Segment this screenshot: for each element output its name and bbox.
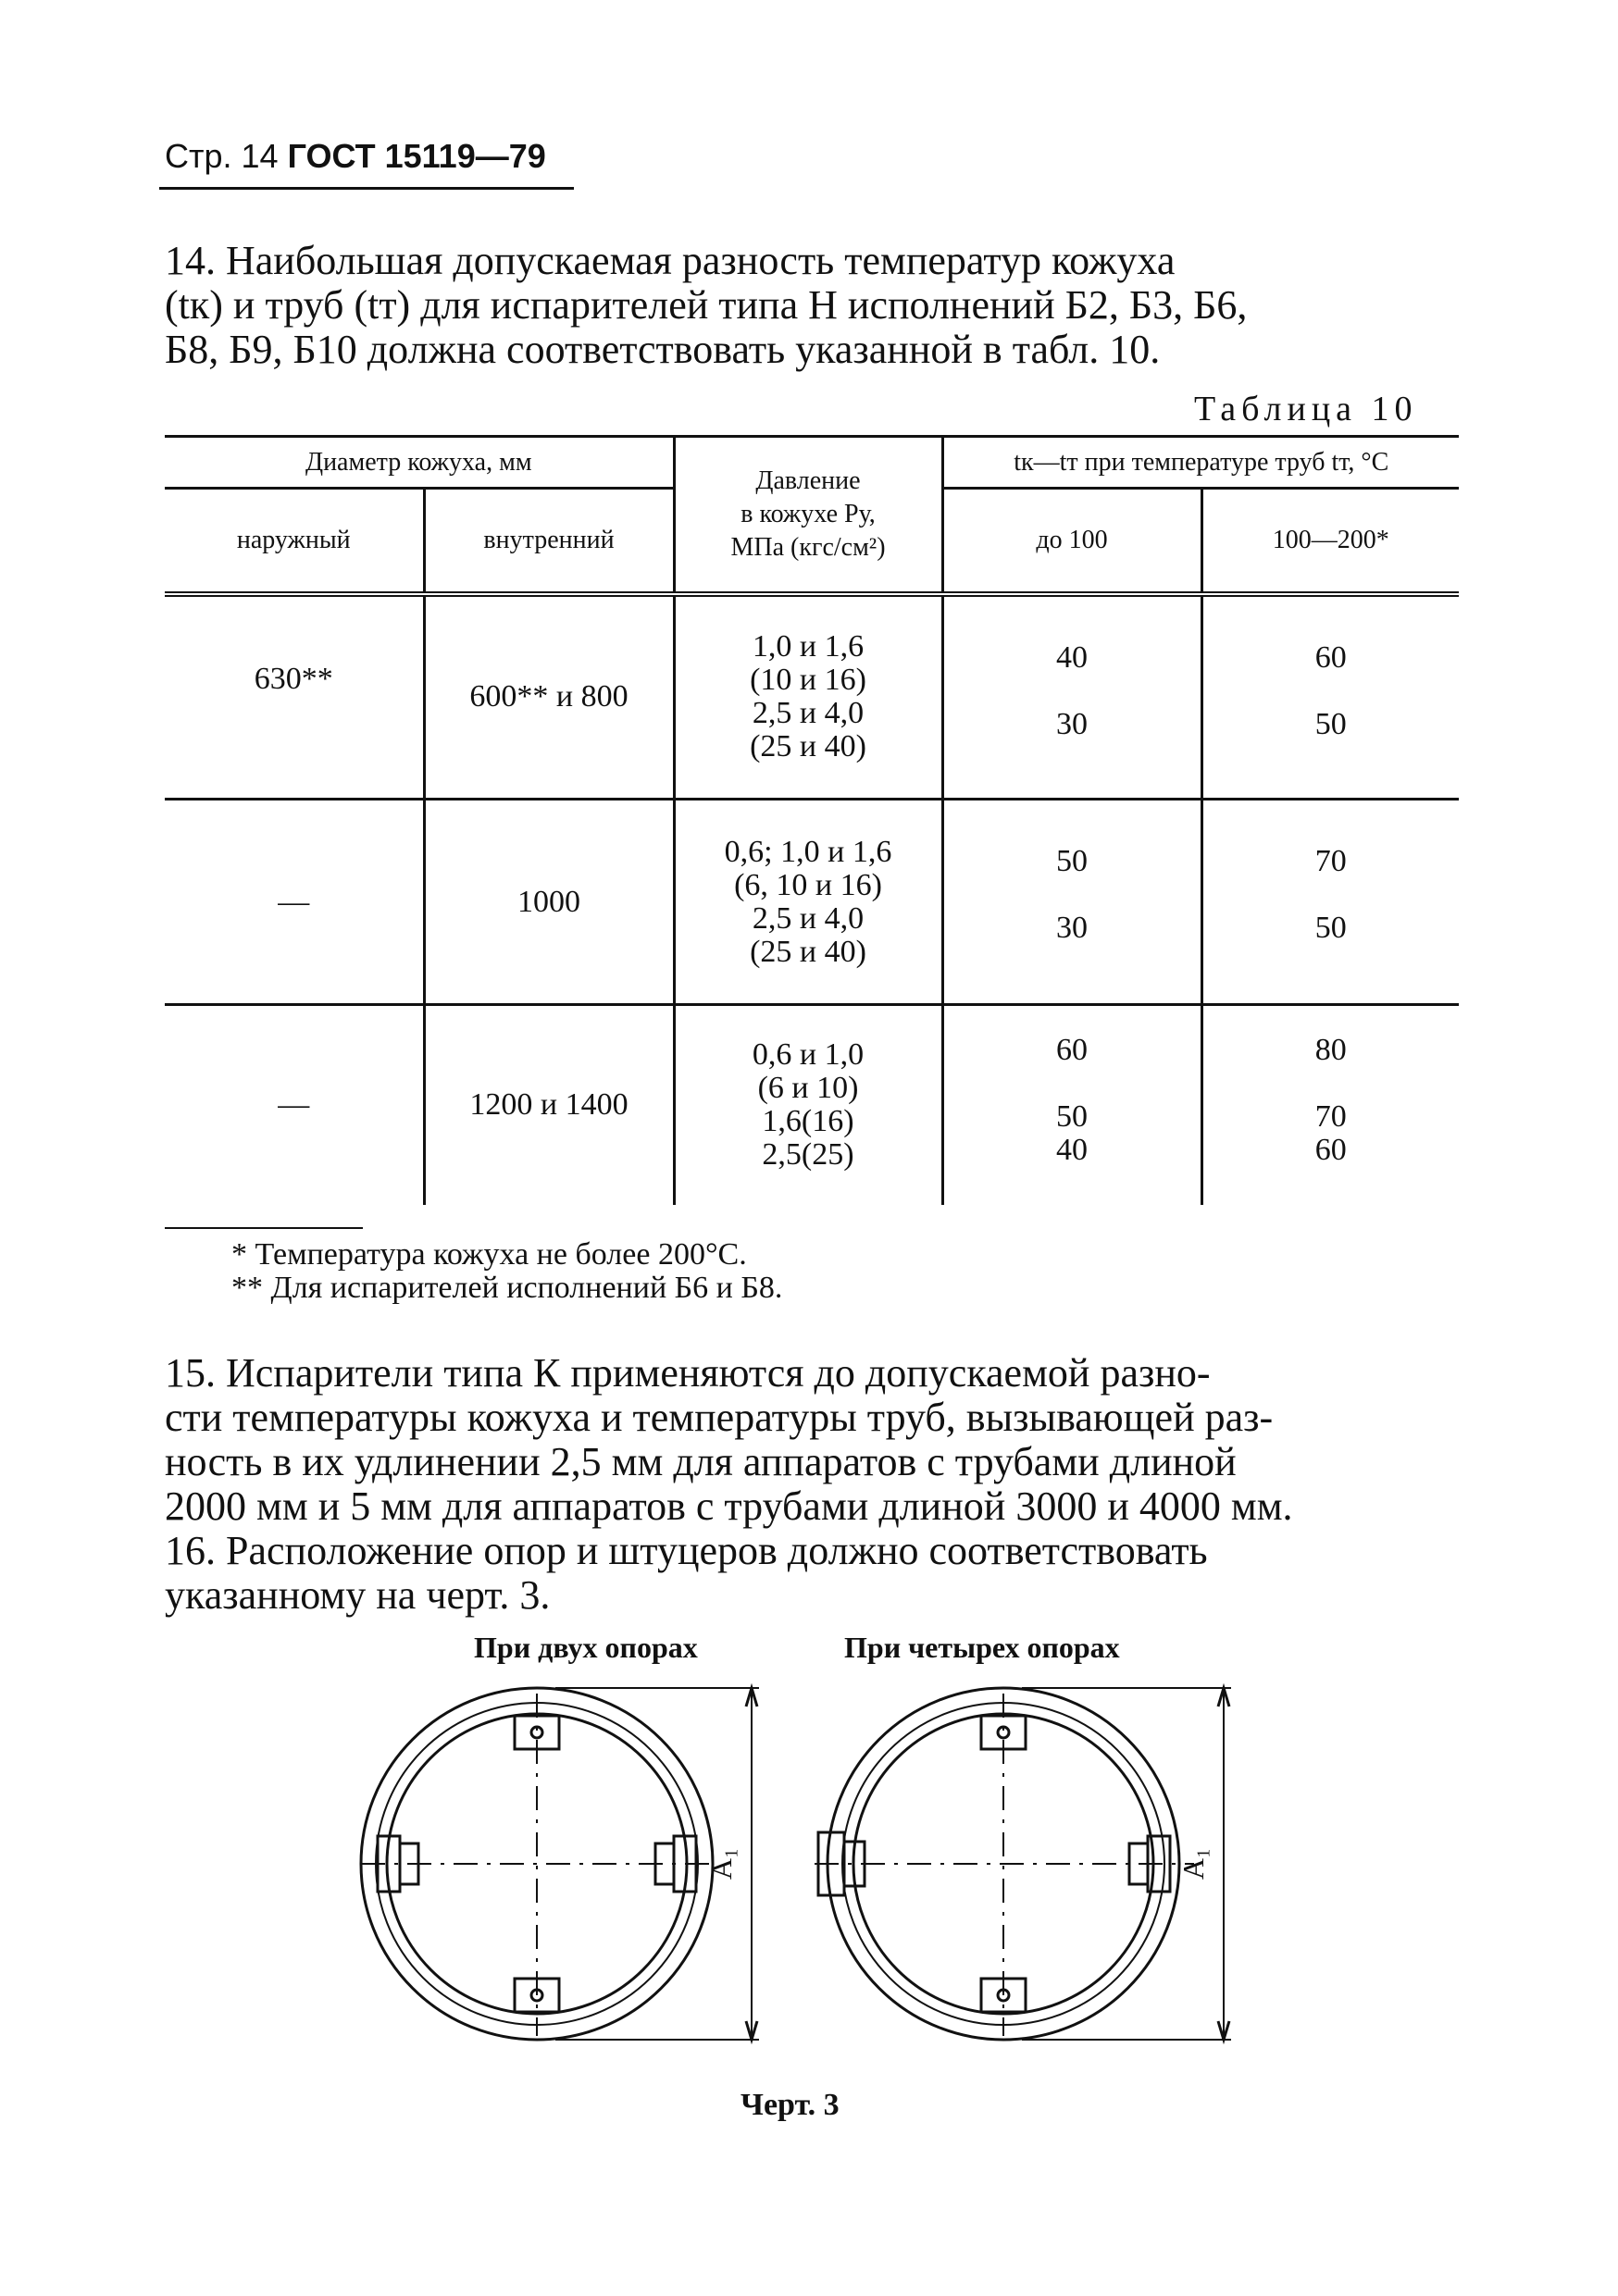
pressure-line: (25 и 40) xyxy=(750,729,866,764)
value: 60 xyxy=(1314,1133,1347,1167)
pressure-line: 1,6(16) xyxy=(762,1104,854,1139)
pressure-line: 2,5 и 4,0 xyxy=(752,900,865,936)
value: 40 xyxy=(1056,1133,1088,1167)
figure-left-title: При двух опорах xyxy=(474,1631,698,1664)
value: 70 xyxy=(1314,1099,1347,1134)
standard-number: ГОСТ 15119—79 xyxy=(287,137,546,175)
value: 60 xyxy=(1056,1033,1088,1067)
pressure-line: (6, 10 и 16) xyxy=(734,867,882,902)
footnote: * Температура кожуха не более 200°С. xyxy=(231,1237,747,1272)
figure-caption: Черт. 3 xyxy=(741,2088,840,2122)
value: 70 xyxy=(1314,844,1347,878)
header-pressure-line: в кожухе Pу, xyxy=(741,499,876,528)
value: 80 xyxy=(1314,1033,1347,1067)
header-temp-1: до 100 xyxy=(942,489,1201,594)
footnote: ** Для испарителей исполнений Б6 и Б8. xyxy=(231,1271,783,1305)
cell-outer: 630** xyxy=(165,594,424,800)
cell-inner: 1000 xyxy=(424,800,674,1005)
dimension-label-right: A₁ xyxy=(1176,1847,1210,1880)
value: 60 xyxy=(1314,639,1347,675)
pressure-line: 2,5 и 4,0 xyxy=(752,696,865,731)
dimension-label-left: A₁ xyxy=(704,1847,738,1880)
figure-right-title: При четырех опорах xyxy=(844,1631,1120,1664)
value: 50 xyxy=(1056,1099,1088,1134)
paragraph-line: 14. Наибольшая допускаемая разность температур кожуха xyxy=(165,238,1176,283)
pressure-line: 1,0 и 1,6 xyxy=(752,629,865,664)
header-pressure-line: МПа (кгс/см²) xyxy=(730,532,886,562)
pressure-line: (10 и 16) xyxy=(750,663,866,698)
value: 40 xyxy=(1056,639,1088,675)
value: 50 xyxy=(1056,844,1088,878)
cell-inner: 600** и 800 xyxy=(424,594,674,800)
two-supports-diagram xyxy=(361,1688,759,2040)
pressure-line: 2,5(25) xyxy=(762,1137,854,1173)
paragraph-line: 16. Расположение опор и штуцеров должно соответствовать xyxy=(165,1528,1208,1573)
paragraph-line: указанному на черт. 3. xyxy=(165,1572,551,1618)
paragraph-line: 15. Испарители типа К применяются до допускаемой разно- xyxy=(165,1350,1211,1396)
four-supports-diagram xyxy=(815,1688,1231,2040)
header-diameter: Диаметр кожуха, мм xyxy=(165,437,674,489)
header-temp-diff: tк—tт при температуре труб tт, °С xyxy=(942,437,1459,489)
value: 30 xyxy=(1056,706,1088,741)
header-pressure-line: Давление xyxy=(755,465,861,495)
header-outer: наружный xyxy=(165,489,424,594)
value: 30 xyxy=(1056,911,1088,945)
cell-outer: — xyxy=(278,1087,310,1123)
table-caption: Таблица 10 xyxy=(1194,390,1418,428)
value: 50 xyxy=(1314,911,1347,945)
pressure-line: (25 и 40) xyxy=(750,934,866,969)
pressure-line: 0,6 и 1,0 xyxy=(752,1037,865,1073)
paragraph-line: сти температуры кожуха и температуры труб, вызывающей раз- xyxy=(165,1395,1274,1440)
pressure-line: 0,6; 1,0 и 1,6 xyxy=(724,834,892,869)
cell-inner: 1200 и 1400 xyxy=(424,1005,674,1205)
header-inner: внутренний xyxy=(424,489,674,594)
paragraph-line: Б8, Б9, Б10 должна соответствовать указанной в табл. 10. xyxy=(165,327,1161,372)
paragraph-line: 2000 мм и 5 мм для аппаратов с трубами длиной 3000 и 4000 мм. xyxy=(165,1483,1293,1529)
header-temp-2: 100—200* xyxy=(1201,489,1459,594)
paragraph-line: ность в их удлинении 2,5 мм для аппаратов с трубами длиной xyxy=(165,1439,1237,1484)
value: 50 xyxy=(1314,706,1347,741)
pressure-line: (6 и 10) xyxy=(757,1071,859,1106)
paragraph-line: (tк) и труб (tт) для испарителей типа Н исполнений Б2, Б3, Б6, xyxy=(165,282,1248,328)
cell-outer: — xyxy=(165,800,424,1005)
page-number: Стр. 14 xyxy=(165,137,279,175)
